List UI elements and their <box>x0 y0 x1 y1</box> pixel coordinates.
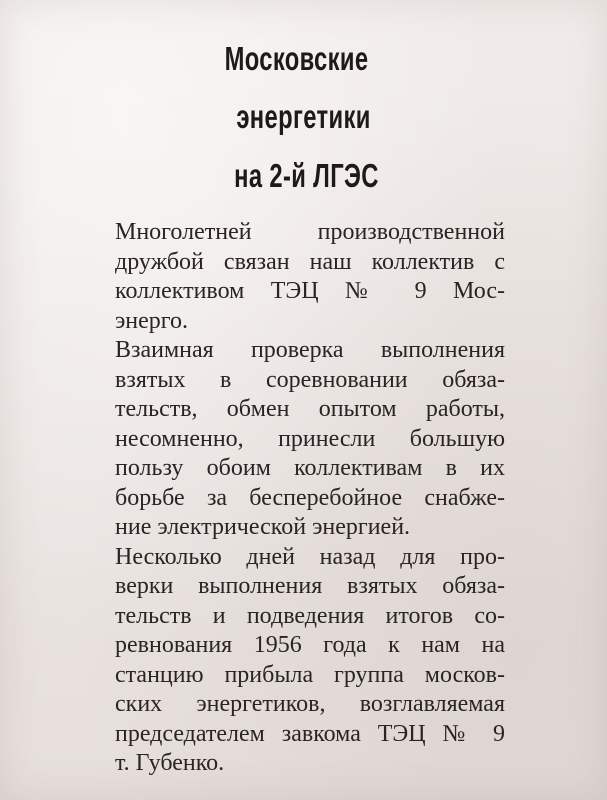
body-line: пользу обоим коллективам в их <box>115 455 505 481</box>
body-line: ревнования 1956 года к нам на <box>115 632 505 658</box>
headline-line-2: энергетики <box>236 98 371 135</box>
body-line: коллективом ТЭЦ № 9 Мос- <box>115 278 505 304</box>
headline-line-3: на 2-й ЛГЭС <box>234 157 379 194</box>
body-line: станцию прибыла группа москов- <box>115 661 505 688</box>
body-line: тельств, обмен опытом работы, <box>115 396 505 422</box>
body-line: председателем завкома ТЭЦ № 9 <box>115 720 505 747</box>
body-line: т. Губенко. <box>115 750 225 776</box>
body-line: ние электрической энергией. <box>115 514 411 540</box>
body-line: энерго. <box>115 307 189 334</box>
body-line: несомненно, принесли большую <box>115 425 505 452</box>
body-line: ских энергетиков, возглавляемая <box>115 691 505 717</box>
headline-line-1: Московские <box>224 40 369 77</box>
body-line: Многолетней производственной <box>115 219 505 245</box>
body-line: взятых в соревновании обяза- <box>115 366 505 393</box>
body-line: борьбе за бесперебойное снабже- <box>115 484 505 511</box>
body-line: Несколько дней назад для про- <box>115 543 505 570</box>
body-line: тельств и подведения итогов со- <box>115 602 505 629</box>
body-line: дружбой связан наш коллектив с <box>115 248 505 275</box>
body-line: верки выполнения взятых обяза- <box>115 573 505 599</box>
body-line: Взаимная проверка выполнения <box>115 337 505 363</box>
article-body <box>115 218 505 779</box>
